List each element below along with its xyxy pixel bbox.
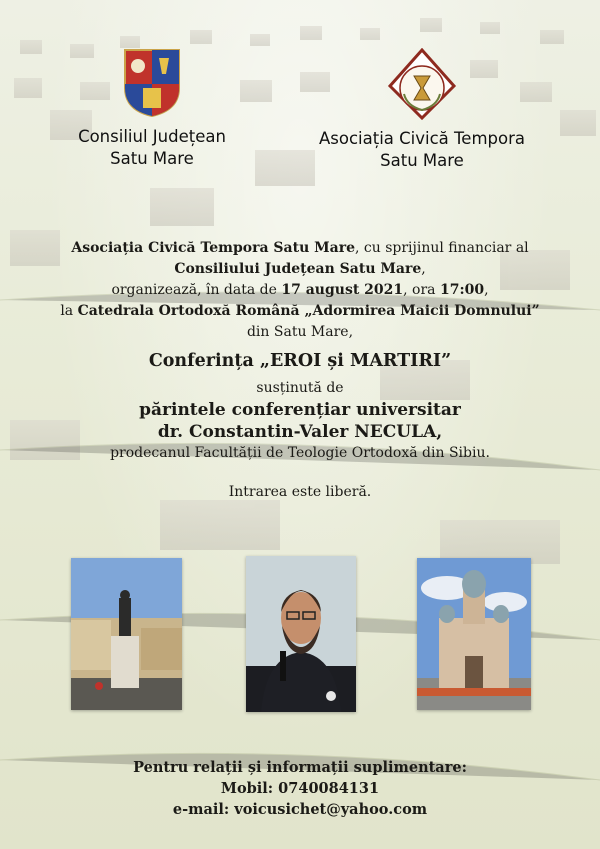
- supported-by: susținută de: [256, 380, 344, 396]
- announcement: [30, 238, 570, 503]
- announcement-at: la: [60, 303, 78, 319]
- announcement-line-3-end: ,: [484, 282, 489, 298]
- event-time: 17:00: [439, 282, 485, 298]
- monument-photo: [71, 558, 182, 710]
- announcement-organizes: organizează, în data de: [111, 282, 282, 298]
- county-council-name-line2: Satu Mare: [110, 149, 194, 168]
- header: [0, 48, 600, 188]
- speaker-role: prodecanul Facultății de Teologie Ortodoxă din Sibiu.: [110, 445, 490, 461]
- speaker-name: dr. Constantin-Valer NECULA,: [157, 422, 443, 442]
- announcement-line-2-rest: ,: [421, 261, 426, 277]
- tempora-name-line2: Satu Mare: [380, 151, 464, 170]
- cathedral-photo: [417, 558, 531, 710]
- contact-email: e-mail: voicusichet@yahoo.com: [172, 801, 428, 818]
- event-date: 17 august 2021: [281, 282, 404, 298]
- event-venue: Catedrala Ortodoxă Română „Adormirea Maicii Domnului”: [77, 303, 540, 319]
- sponsor-name: Consiliului Județean Satu Mare: [174, 261, 422, 277]
- speaker-photo: [246, 556, 356, 712]
- announcement-hour-label: , ora: [403, 282, 440, 298]
- contact-info: [0, 757, 600, 820]
- tempora-association: [312, 48, 532, 172]
- contact-phone: Mobil: 0740084131: [220, 780, 380, 797]
- announcement-line-1: [30, 238, 570, 259]
- announcement-line-5: din Satu Mare,: [246, 324, 354, 340]
- announcement-line-2: [30, 259, 570, 280]
- announcement-line-3: [30, 280, 570, 301]
- speaker-title: părintele conferențiar universitar: [139, 400, 461, 420]
- photo-row: [0, 556, 600, 716]
- announcement-line-1-rest: , cu sprijinul financiar al: [355, 240, 529, 256]
- county-coat-of-arms-icon: [123, 48, 181, 118]
- hourglass-emblem-icon: [387, 48, 457, 120]
- county-council: [42, 48, 262, 170]
- county-council-name-line1: Consiliul Județean: [78, 127, 226, 146]
- tempora-name-line1: Asociația Civică Tempora: [318, 129, 525, 148]
- announcement-line-4: [30, 301, 570, 322]
- conference-title: Conferința „EROI și MARTIRI”: [148, 351, 452, 371]
- free-entry: Intrarea este liberă.: [228, 484, 372, 500]
- organizer-name: Asociația Civică Tempora Satu Mare: [71, 240, 355, 256]
- contact-heading: Pentru relații și informații suplimentare:: [133, 759, 467, 776]
